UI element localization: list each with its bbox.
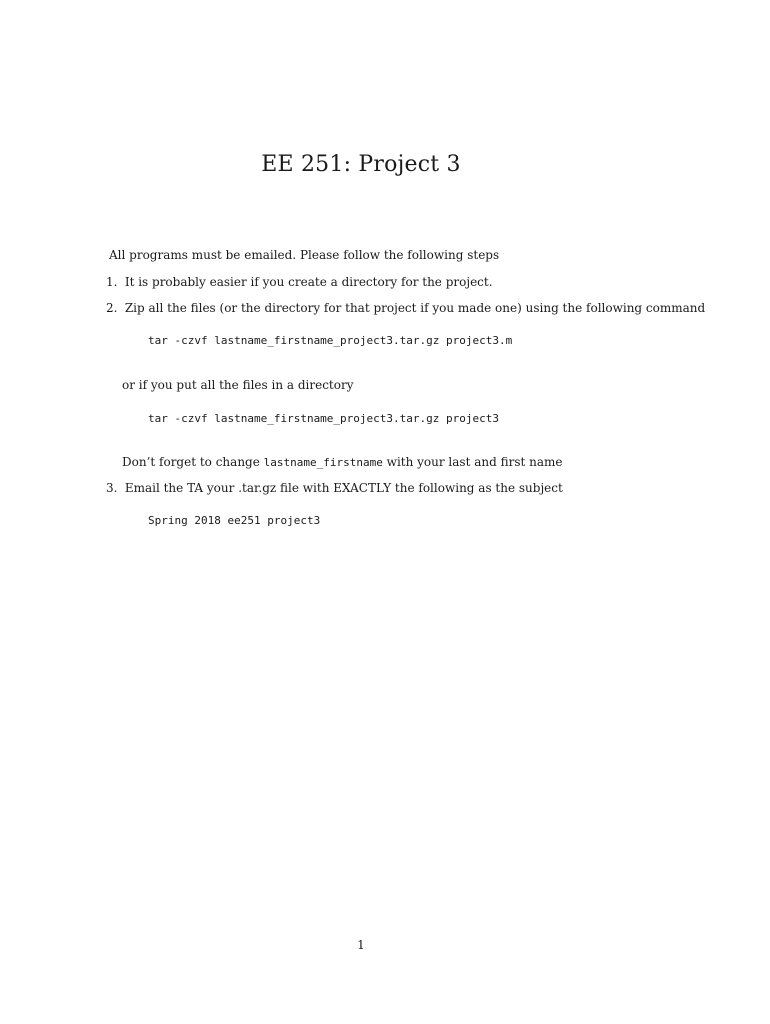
rename-note-before: Don’t forget to change — [122, 455, 264, 469]
page-number: 1 — [357, 938, 365, 952]
command-file: tar -czvf lastname_firstname_project3.tar.gz project3.m — [148, 334, 513, 347]
step-2-number: 2. — [106, 301, 118, 315]
email-subject: Spring 2018 ee251 project3 — [148, 514, 321, 527]
step-2 — [106, 301, 705, 315]
command-directory: tar -czvf lastname_firstname_project3.tar.gz project3 — [148, 412, 499, 425]
step-2-text: Zip all the files (or the directory for that project if you made one) using the following command — [124, 301, 706, 315]
step-3-number: 3. — [106, 481, 118, 495]
rename-note-code: lastname_firstname — [263, 456, 383, 469]
page-title: EE 251: Project 3 — [261, 152, 461, 177]
intro-text: All programs must be emailed. Please follow the following steps — [109, 248, 500, 262]
step-3 — [106, 481, 563, 495]
rename-note-after: with your last and first name — [382, 455, 563, 469]
rename-note — [122, 455, 563, 469]
step-3-text: Email the TA your .tar.gz file with EXACTLY the following as the subject — [124, 481, 563, 495]
step-1-text: It is probably easier if you create a directory for the project. — [124, 275, 493, 289]
step-1-number: 1. — [106, 275, 118, 289]
step-1 — [106, 275, 493, 289]
alt-instruction: or if you put all the files in a directory — [122, 378, 354, 392]
